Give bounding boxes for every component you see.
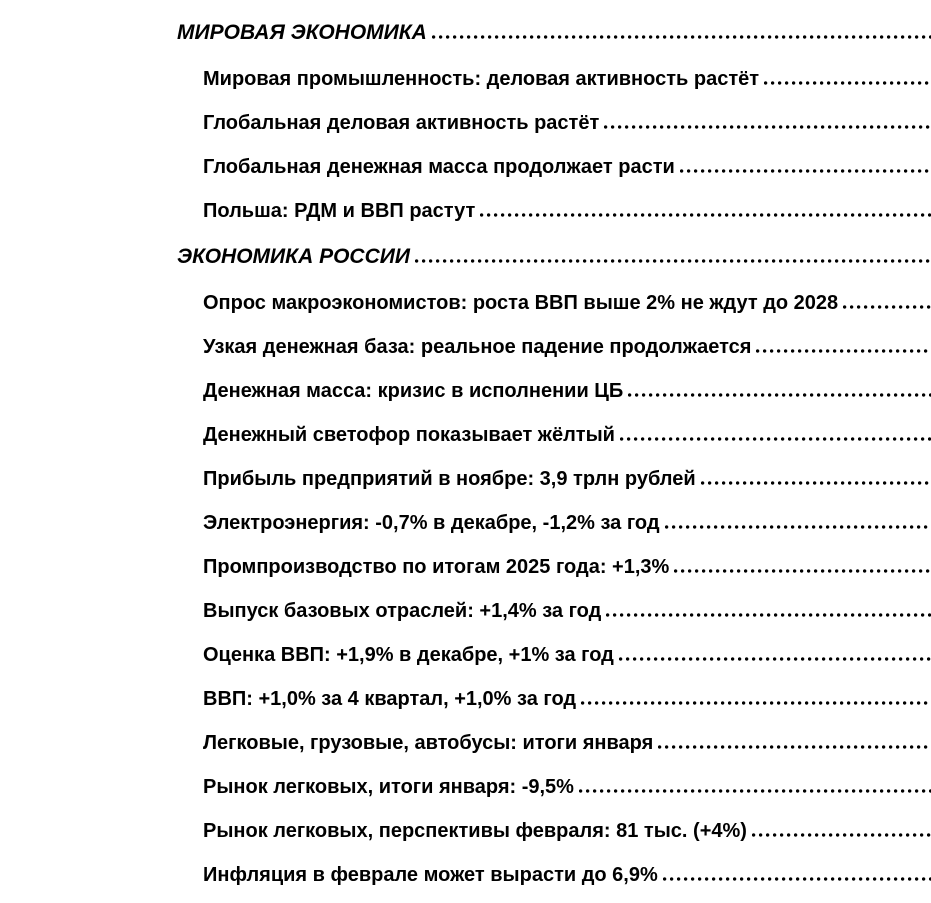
dot-leader (628, 393, 931, 397)
toc-item-label: Оценка ВВП: +1,9% в декабре, +1% за год (203, 644, 614, 666)
toc-item-label: Легковые, грузовые, автобусы: итоги января (203, 732, 654, 754)
toc-item[interactable] (0, 633, 931, 677)
toc-item[interactable] (0, 189, 931, 233)
dot-leader (663, 877, 931, 881)
toc-item[interactable] (0, 457, 931, 501)
toc-item[interactable] (0, 765, 931, 809)
toc-item[interactable] (0, 57, 931, 101)
toc-item-label: Мировая промышленность: деловая активность растёт (203, 68, 760, 90)
toc-item-label: Глобальная денежная масса продолжает расти (203, 156, 675, 178)
toc-section-label: МИРОВАЯ ЭКОНОМИКА (177, 21, 427, 44)
toc-item[interactable] (0, 101, 931, 145)
dot-leader (665, 525, 931, 529)
dot-leader (843, 305, 931, 309)
toc-section-heading[interactable] (0, 9, 931, 57)
toc-item[interactable] (0, 589, 931, 633)
toc-section-label: ЭКОНОМИКА РОССИИ (177, 245, 410, 268)
toc-item[interactable] (0, 721, 931, 765)
dot-leader (604, 125, 931, 129)
toc-item-label: ВВП: +1,0% за 4 квартал, +1,0% за год (203, 688, 577, 710)
dot-leader (701, 481, 931, 485)
toc-item[interactable] (0, 853, 931, 897)
dot-leader (658, 745, 931, 749)
toc-item-label: Денежный светофор показывает жёлтый (203, 424, 615, 446)
dot-leader (619, 657, 931, 661)
toc-item-label: Рынок легковых, итоги января: -9,5% (203, 776, 574, 798)
toc-item[interactable] (0, 145, 931, 189)
toc-item[interactable] (0, 545, 931, 589)
dot-leader (606, 613, 931, 617)
dot-leader (752, 833, 931, 837)
toc-item-label: Глобальная деловая активность растёт (203, 112, 600, 134)
toc-item-label: Электроэнергия: -0,7% в декабре, -1,2% за год (203, 512, 660, 534)
toc-item-label: Промпроизводство по итогам 2025 года: +1,3% (203, 556, 670, 578)
toc-item-label: Опрос макроэкономистов: роста ВВП выше 2% не ждут до 2028 (203, 292, 839, 314)
toc-item[interactable] (0, 369, 931, 413)
toc-section-heading[interactable] (0, 233, 931, 281)
toc-item[interactable] (0, 809, 931, 853)
toc-item-label: Узкая денежная база: реальное падение продолжается (203, 336, 752, 358)
toc-item-label: Инфляция в феврале может вырасти до 6,9% (203, 864, 658, 886)
dot-leader (756, 349, 931, 353)
dot-leader (674, 569, 931, 573)
toc-item[interactable] (0, 677, 931, 721)
dot-leader (581, 701, 931, 705)
toc-item-label: Рынок легковых, перспективы февраля: 81 тыс. (+4%) (203, 820, 747, 842)
dot-leader (415, 259, 931, 263)
toc-item-label: Польша: РДМ и ВВП растут (203, 200, 476, 222)
dot-leader (432, 35, 931, 39)
dot-leader (620, 437, 931, 441)
dot-leader (480, 213, 931, 217)
dot-leader (680, 169, 931, 173)
dot-leader (764, 81, 931, 85)
toc-item[interactable] (0, 501, 931, 545)
toc-item-label: Прибыль предприятий в ноябре: 3,9 трлн рублей (203, 468, 696, 490)
dot-leader (579, 789, 931, 793)
toc-item[interactable] (0, 325, 931, 369)
toc-item-label: Денежная масса: кризис в исполнении ЦБ (203, 380, 624, 402)
toc-item[interactable] (0, 281, 931, 325)
toc-item-label: Выпуск базовых отраслей: +1,4% за год (203, 600, 602, 622)
toc-item[interactable] (0, 413, 931, 457)
